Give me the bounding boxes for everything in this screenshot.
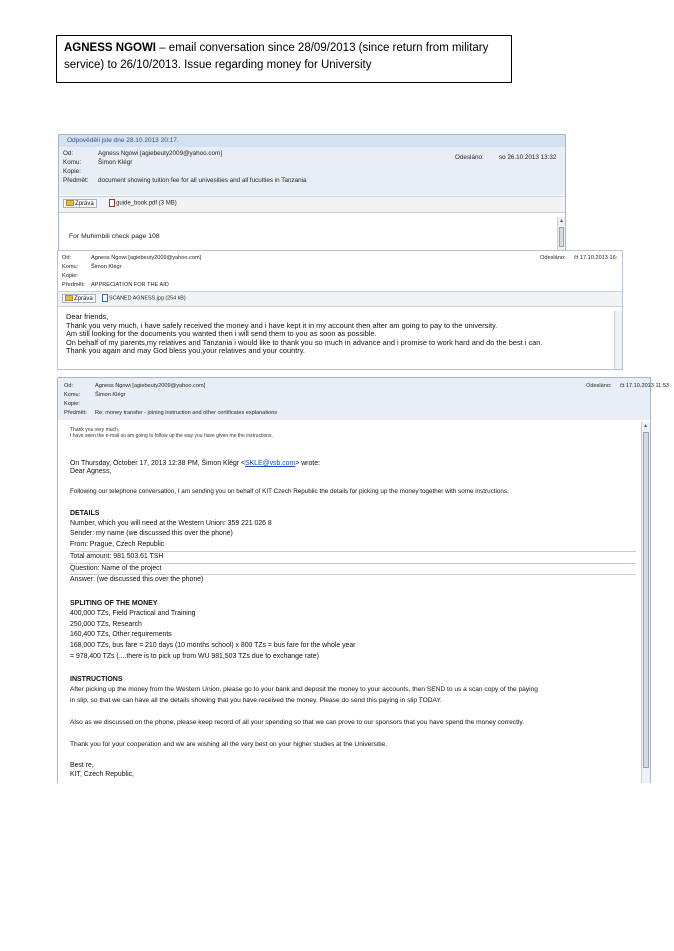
sent-value: so 26.10.2013 13:32 <box>499 154 557 161</box>
scroll-thumb[interactable] <box>559 227 564 247</box>
sent-value: čt 17.10.2013 11:53 <box>620 383 670 389</box>
thanks-text: Thank you for your cooperation and we are wishing all the very best on your higher studies at the Universitie. <box>70 740 388 748</box>
attachment-pdf[interactable]: guide_book.pdf (3 MB) <box>107 199 179 208</box>
pdf-file-icon <box>109 199 115 207</box>
email-header <box>58 251 622 291</box>
detail-line: Total amount: 981 503.61 TSH <box>70 552 636 564</box>
detail-line: Sender: my name (we discussed this over the phone) <box>70 530 233 538</box>
to-value: Šimon Klégr <box>98 159 133 166</box>
to-value: Šimon Klégr <box>95 392 126 398</box>
scroll-thumb[interactable] <box>643 432 649 768</box>
split-heading: SPLITING OF THE MONEY <box>70 599 158 607</box>
quote-intro: On Thursday, October 17, 2013 12:38 PM, Šimon Klégr <SKLE@vsb.com> wrote: <box>70 460 320 467</box>
cc-label: Kopie: <box>63 168 81 175</box>
subject-value: Re: money transfer - joining instruction and other certificates explanations <box>95 410 278 416</box>
email-body <box>66 313 542 356</box>
email-header <box>58 378 670 420</box>
records-text: Also as we discussed on the phone, please keep record of all your spending so that we can prove to our sponsors that you have spend the money correctly. <box>70 718 525 726</box>
to-label: Komu: <box>62 264 79 270</box>
split-line: 250,000 TZs, Research <box>70 620 142 628</box>
subject-label: Předmět: <box>62 282 85 288</box>
from-value: Agness Ngowi [agiebeuty2009@yahoo.com] <box>91 255 202 261</box>
to-label: Komu: <box>63 159 82 166</box>
split-line: 168,000 TZs, bus fare = 210 days (10 months school) x 800 TZs = bus fare for the whole year <box>70 642 356 650</box>
subject-value: APPRECIATION FOR THE AID <box>91 282 169 288</box>
email-screenshot-3 <box>57 377 670 783</box>
attachments-bar <box>59 196 565 213</box>
email-body <box>70 427 636 779</box>
details-heading: DETAILS <box>70 509 100 517</box>
email-body: For Muhimbili check page 108 <box>69 233 160 240</box>
greeting: Dear Agness, <box>70 468 112 475</box>
body-line: On behalf of my parents,my relatives and Tanzania i would like to thank you so much in advance and i promise to work hard and do the best i can. <box>66 337 543 347</box>
attachment-image[interactable]: SCANED AGNESS.jpg (254 kB) <box>100 294 188 303</box>
subject-label: Předmět: <box>64 410 87 416</box>
folder-icon <box>65 295 73 301</box>
folder-icon <box>66 200 74 206</box>
sent-label: Odesláno: <box>455 154 484 161</box>
to-label: Komu: <box>64 392 81 398</box>
cc-label: Kopie: <box>64 401 80 407</box>
to-value: Šimon Klégr <box>91 264 122 270</box>
body-line: Thank you again and may God bless you,your relatives and your country. <box>66 346 305 356</box>
subject-value: document showing tuition fee for all univesities and all fuculties in Tanzania <box>98 177 307 184</box>
detail-line: Number, which you will need at the Western Union: 359 221 026 8 <box>70 519 272 527</box>
signature-line: Best re, <box>70 762 94 770</box>
message-tab[interactable]: Zpráva <box>62 294 96 303</box>
from-label: Od: <box>63 150 74 157</box>
body-scrollbar[interactable] <box>614 311 622 369</box>
body-line: Am still looking for the documents you wanted then i will send them to you as soon as possible. <box>66 329 377 339</box>
detail-line: From: Prague, Czech Republic <box>70 540 636 552</box>
title-name: AGNESS NGOWI <box>64 42 157 54</box>
sent-value: čt 17.10.2013 16: <box>574 255 618 261</box>
signature-line: KIT, Czech Republic, <box>70 771 134 779</box>
title-description: – email conversation since 28/09/2013 (since return from military service) to 26/10/2013. Issue regarding money for University <box>64 42 489 71</box>
from-label: Od: <box>62 255 72 261</box>
split-line: 400,000 TZs, Field Practical and Training <box>70 609 196 617</box>
sent-label: Odesláno: <box>586 383 612 389</box>
sent-label: Odesláno: <box>540 255 566 261</box>
image-file-icon <box>102 294 108 302</box>
split-line: = 978,400 TZs (....there is to pick up from WU 981,503 TZs due to exchange rate) <box>70 652 319 660</box>
from-value: Agness Ngowi [agiebeuty2009@yahoo.com] <box>95 383 206 389</box>
from-value: Agness Ngowi [agiebeuty2009@yahoo.com] <box>98 150 223 157</box>
body-scrollbar[interactable] <box>641 422 650 783</box>
instructions-heading: INSTRUCTIONS <box>70 676 123 684</box>
split-line: 160,400 TZs, Other requirements <box>70 631 172 639</box>
scroll-up-icon[interactable]: ▲ <box>643 423 648 429</box>
attachments-bar <box>58 291 622 307</box>
scroll-up-icon[interactable]: ▲ <box>559 218 564 224</box>
body-scrollbar[interactable] <box>557 217 565 252</box>
email-screenshot-2 <box>57 250 623 370</box>
document-title-box <box>56 35 512 83</box>
message-tab[interactable]: Zpráva <box>63 199 97 208</box>
from-label: Od: <box>64 383 74 389</box>
intro-text: Following our telephone conversation, I am sending you on behalf of KIT Czech Republic the details for picking up the money together with some instructions. <box>70 488 509 495</box>
replied-notice: Odpověděli jste dne 28.10.2013 20:17. <box>59 135 565 147</box>
subject-label: Předmět: <box>63 177 89 184</box>
cc-label: Kopie: <box>62 273 78 279</box>
detail-line: Question: Name of the project <box>70 564 636 576</box>
instruction-line: in slip, so that we can have all the details showing that you have received the money. Please do send this paying in slip TODAY. <box>70 697 442 705</box>
sender-email-link[interactable]: SKLE@vsb.com <box>244 460 296 467</box>
reply-line: I have seen the e-mail so am going to follow up the way you have given me the instructions. <box>70 433 273 439</box>
reply-line: Thank you very much, <box>70 427 120 433</box>
body-line: Thank you very much, i have safely received the money and i have kept it in my account then after am going to pay to the university. <box>66 320 498 330</box>
body-line: Dear friends, <box>66 312 109 321</box>
email-screenshot-1 <box>58 134 566 253</box>
detail-line: Answer: (we discussed this over the phone) <box>70 576 204 584</box>
email-header <box>59 147 565 195</box>
instruction-line: After picking up the money from the Western Union, please go to your bank and deposit the money to your accounts, then SEND to us a scan copy of the paying <box>70 686 538 694</box>
